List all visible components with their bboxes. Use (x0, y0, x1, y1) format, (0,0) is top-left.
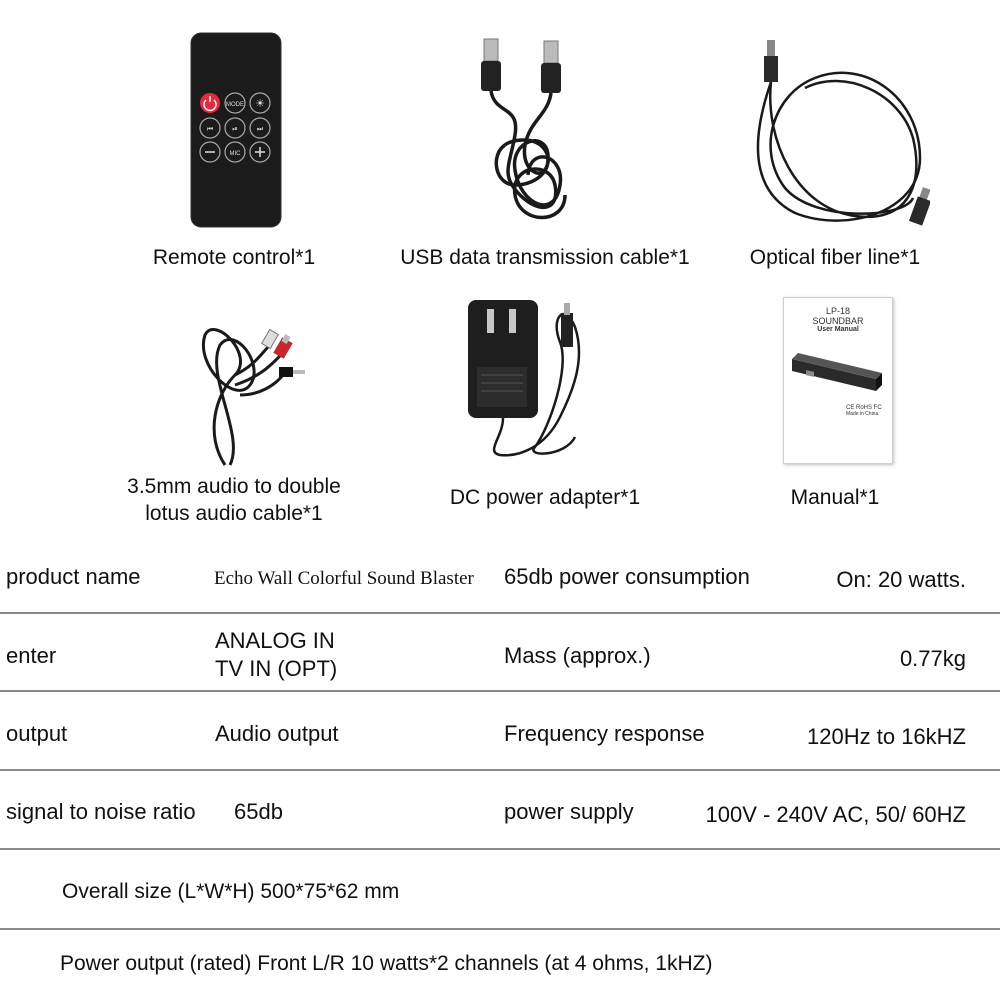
remote-mode-label: MODE (226, 102, 244, 108)
manual-origin: Made in China (846, 411, 879, 417)
spec-value: 65db (234, 799, 283, 824)
usb-cable-image (470, 35, 590, 235)
spec-full-row-power-output: Power output (rated) Front L/R 10 watts*2 channels (at 4 ohms, 1kHZ) (60, 952, 713, 975)
spec-label: Mass (approx.) (504, 643, 651, 668)
caption-remote-control: Remote control*1 (152, 246, 316, 269)
caption-manual: Manual*1 (790, 486, 880, 509)
caption-usb-cable: USB data transmission cable*1 (400, 246, 690, 269)
spec-label: signal to noise ratio (6, 799, 196, 824)
caption-dc-adapter: DC power adapter*1 (449, 486, 641, 509)
spec-value: 100V - 240V AC, 50/ 60HZ (705, 802, 966, 827)
manual-product: SOUNDBAR (812, 316, 864, 326)
soundbar-illustration (784, 341, 890, 401)
row-divider (0, 848, 1000, 850)
svg-text:⏭: ⏭ (256, 126, 264, 133)
manual-marks: CE RoHS FC (846, 405, 882, 411)
spec-label: Frequency response (504, 721, 705, 746)
spec-label: power supply (504, 799, 634, 824)
spec-label: 65db power consumption (504, 564, 750, 589)
svg-text:⏯: ⏯ (232, 126, 238, 133)
manual-model: LP-18 (825, 306, 851, 316)
spec-value: TV IN (OPT) (215, 656, 338, 681)
manual-image (783, 297, 893, 464)
caption-optical-fiber: Optical fiber line*1 (749, 246, 921, 269)
row-divider (0, 612, 1000, 614)
spec-value: 0.77kg (899, 646, 966, 671)
manual-subtitle: User Manual (817, 326, 859, 333)
remote-mic-label: MIC (229, 151, 241, 157)
caption-audio-cable-line2: lotus audio cable*1 (145, 502, 323, 525)
svg-text:⏮: ⏮ (206, 126, 214, 133)
dc-adapter-image (465, 297, 590, 459)
spec-value: ANALOG IN (215, 628, 335, 653)
spec-value: Echo Wall Colorful Sound Blaster (214, 568, 474, 589)
row-divider (0, 690, 1000, 692)
optical-fiber-image (735, 38, 930, 238)
spec-label: product name (6, 564, 141, 589)
spec-value: Audio output (215, 721, 339, 746)
spec-value: On: 20 watts. (836, 567, 966, 592)
remote-control-image (190, 32, 282, 228)
spec-label: output (6, 721, 68, 746)
audio-cable-image (195, 295, 310, 470)
spec-value: 120Hz to 16kHZ (807, 724, 966, 749)
spec-label: enter (6, 643, 57, 668)
caption-audio-cable-line1: 3.5mm audio to double (127, 475, 341, 498)
spec-full-row-size: Overall size (L*W*H) 500*75*62 mm (62, 880, 400, 903)
svg-text:☀: ☀ (255, 98, 265, 110)
row-divider (0, 928, 1000, 930)
row-divider (0, 769, 1000, 771)
